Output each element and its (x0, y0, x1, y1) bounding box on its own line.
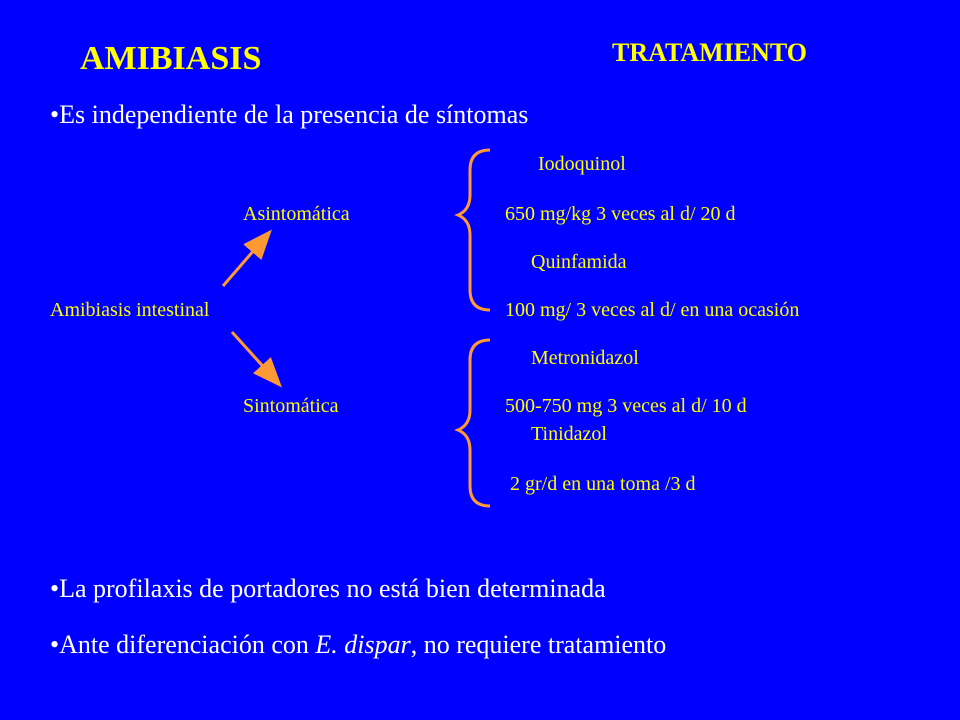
dose-tinidazol: 2 gr/d en una toma /3 d (510, 473, 696, 495)
category-asymptomatic: Asintomática (243, 203, 350, 225)
brace-symptomatic-left (458, 340, 490, 506)
bullet-independent-of-symptoms: •Es independiente de la presencia de síntomas (50, 100, 529, 129)
arrow-to-symptomatic (232, 332, 278, 383)
bullet-differentiation-suffix: , no requiere tratamiento (410, 630, 667, 659)
brace-asymptomatic-left (458, 150, 490, 310)
dose-iodoquinol: 650 mg/kg 3 veces al d/ 20 d (505, 203, 736, 225)
dose-metronidazol: 500-750 mg 3 veces al d/ 10 d (505, 395, 747, 417)
organism-name: E. dispar (315, 630, 411, 659)
dose-quinfamida: 100 mg/ 3 veces al d/ en una ocasión (505, 299, 800, 321)
drug-quinfamida: Quinfamida (531, 251, 627, 273)
category-symptomatic: Sintomática (243, 395, 339, 417)
bullet-differentiation-prefix: •Ante diferenciación con (50, 630, 316, 659)
slide-subtitle: TRATAMIENTO (612, 38, 808, 67)
drug-tinidazol: Tinidazol (531, 423, 607, 445)
arrow-to-asymptomatic (223, 234, 268, 286)
drug-iodoquinol: Iodoquinol (538, 153, 626, 175)
diagram-root-label: Amibiasis intestinal (50, 299, 210, 321)
bullet-prophylaxis: •La profilaxis de portadores no está bien determinada (50, 574, 606, 603)
drug-metronidazol: Metronidazol (531, 347, 639, 369)
bullet-differentiation (50, 632, 666, 658)
slide-title: AMIBIASIS (80, 40, 262, 77)
